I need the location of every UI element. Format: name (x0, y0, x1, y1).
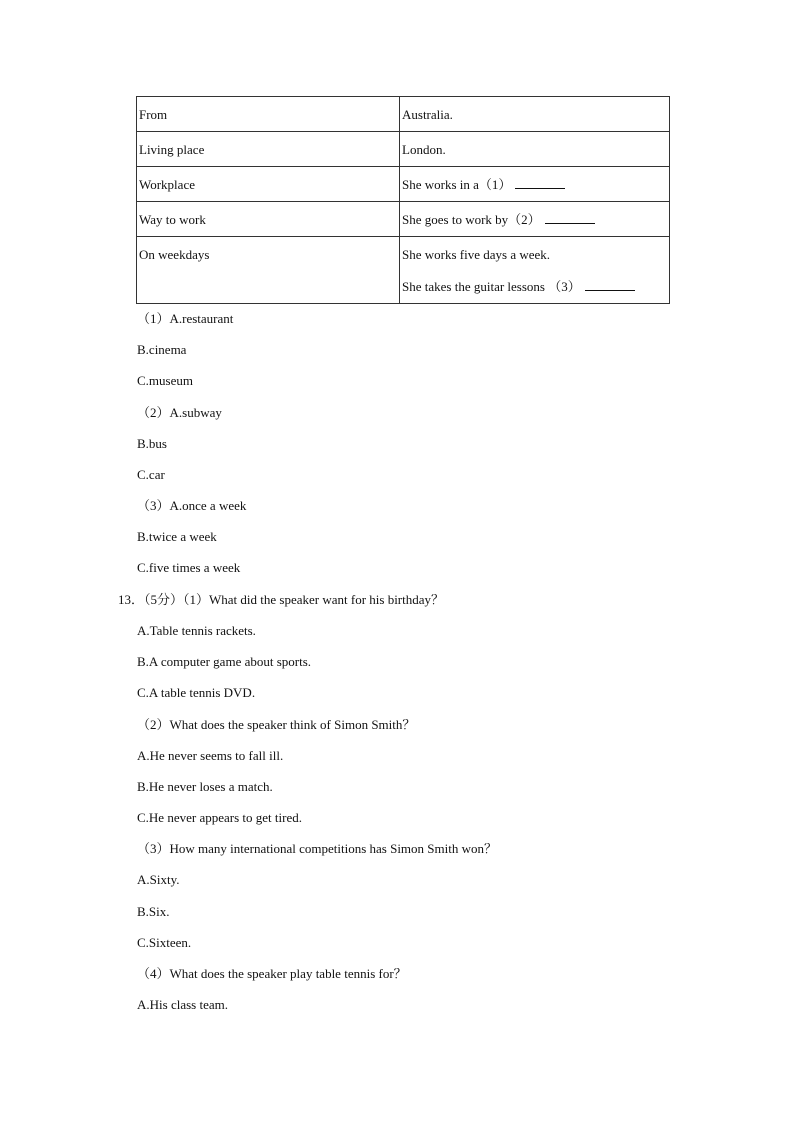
option-line: C.He never appears to get tired. (137, 810, 302, 825)
answer-blank (545, 212, 595, 224)
option-line: B.twice a week (137, 529, 217, 544)
row-value2: She takes the guitar lessons （3） (402, 279, 581, 294)
table-row (137, 202, 670, 237)
row-value-cell (400, 237, 670, 304)
option-line: （2）A.subway (137, 405, 222, 420)
option-line: （3）A.once a week (137, 498, 247, 513)
option-line: A.He never seems to fall ill. (137, 748, 284, 763)
table-row (137, 97, 670, 132)
option-line: A.Table tennis rackets. (137, 623, 256, 638)
option-line: C.Sixteen. (137, 935, 192, 950)
info-table (136, 96, 670, 304)
row-value: She goes to work by（2） (402, 212, 541, 227)
option-line: C.five times a week (137, 560, 241, 575)
table-row (137, 132, 670, 167)
answer-blank (515, 177, 565, 189)
table-row (137, 237, 670, 304)
table-row (137, 167, 670, 202)
option-line: C.A table tennis DVD. (137, 685, 256, 700)
option-line: C.museum (137, 373, 193, 388)
question-line: （3）How many international competitions has Simon Smith won？ (137, 841, 498, 856)
row-value: She works five days a week. (402, 247, 551, 262)
row-label: On weekdays (137, 237, 400, 304)
option-line: B.bus (137, 436, 167, 451)
option-line: （1）A.restaurant (137, 311, 234, 326)
row-value: London. (400, 132, 670, 167)
option-line: B.He never loses a match. (137, 779, 273, 794)
row-value: She works in a（1） (402, 177, 512, 192)
row-label: Workplace (137, 167, 400, 202)
row-value-cell (400, 202, 670, 237)
option-line: B.Six. (137, 904, 170, 919)
row-label: From (137, 97, 400, 132)
question-line: （2）What does the speaker think of Simon Smith？ (137, 717, 416, 732)
row-value-cell (400, 167, 670, 202)
answer-blank (585, 279, 635, 291)
question-heading: 13．（5分）（1）What did the speaker want for his birthday？ (118, 592, 445, 607)
option-line: B.cinema (137, 342, 187, 357)
option-line: C.car (137, 467, 165, 482)
option-line: A.His class team. (137, 997, 228, 1012)
row-value: Australia. (400, 97, 670, 132)
row-value-line2 (402, 279, 667, 295)
row-label: Living place (137, 132, 400, 167)
question-line: （4）What does the speaker play table tennis for？ (137, 966, 407, 981)
option-line: A.Sixty. (137, 872, 180, 887)
option-line: B.A computer game about sports. (137, 654, 312, 669)
row-label: Way to work (137, 202, 400, 237)
